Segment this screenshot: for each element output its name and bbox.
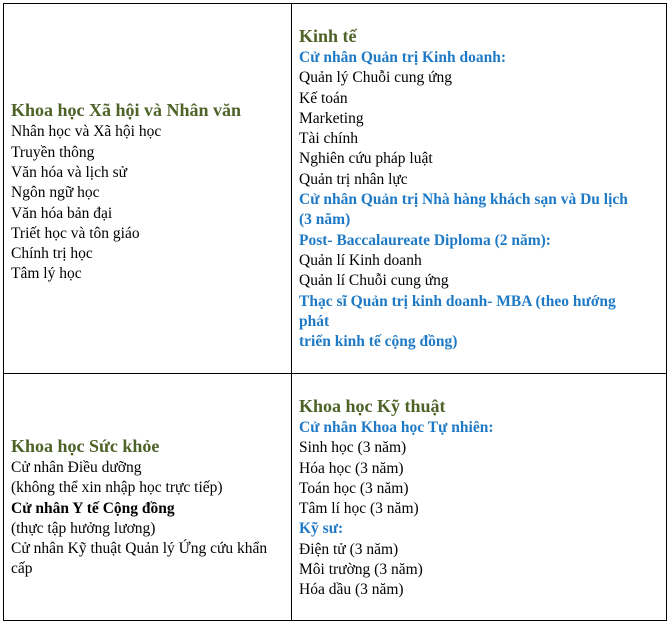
programs-table	[3, 3, 667, 621]
list-item: Tâm lý học	[11, 265, 82, 283]
list-item: Nhân học và Xã hội học	[11, 123, 162, 141]
list-item: Hóa học (3 năm)	[299, 459, 404, 477]
list-item: Nghiên cứu pháp luật	[299, 150, 433, 168]
program-subheading: Kỹ sư:	[299, 520, 344, 538]
list-item: (không thể xin nhập học trực tiếp)	[11, 479, 223, 497]
list-item: Quản lí Kinh doanh	[299, 251, 422, 269]
list-item: Cử nhân Kỹ thuật Quản lý Ứng cứu khẩn cấp	[11, 540, 268, 578]
program-subheading: Cử nhân Quản trị Kinh doanh:	[299, 49, 507, 66]
program-subheading: Cử nhân Khoa học Tự nhiên:	[299, 419, 494, 436]
health-sciences-heading: Khoa học Sức khỏe	[11, 436, 160, 456]
list-item: Hóa dầu (3 năm)	[299, 581, 404, 599]
list-item: Điện tử (3 năm)	[299, 540, 399, 558]
engineering-cell	[292, 374, 666, 620]
list-item: Quản lý Chuỗi cung ứng	[299, 69, 453, 87]
list-item: Quản lí Chuỗi cung ứng	[299, 272, 449, 290]
list-item: Văn hóa bản đại	[11, 204, 113, 222]
social-sciences-cell	[4, 4, 292, 374]
list-item: Chính trị học	[11, 245, 93, 263]
list-item: Marketing	[299, 109, 364, 127]
program-subheading: triển kinh tế cộng đồng)	[299, 333, 458, 351]
list-item: Sinh học (3 năm)	[299, 439, 407, 457]
list-item: Truyền thông	[11, 143, 95, 161]
list-item: Môi trường (3 năm)	[299, 561, 423, 579]
list-item: Tâm lí học (3 năm)	[299, 500, 419, 518]
program-subheading: Cử nhân Quản trị Nhà hàng khách sạn và Du lịch (3 năm)	[299, 191, 628, 229]
economics-cell	[292, 4, 666, 374]
list-item: Văn hóa và lịch sử	[11, 163, 128, 181]
engineering-heading: Khoa học Kỹ thuật	[299, 396, 446, 416]
list-item: Triết học và tôn giáo	[11, 224, 140, 242]
list-item: Cử nhân Điều dưỡng	[11, 459, 142, 476]
program-subheading: Post- Baccalaureate Diploma (2 năm):	[299, 231, 551, 249]
program-subheading: Thạc sĩ Quản trị kinh doanh- MBA (theo hướng phát	[299, 292, 616, 330]
list-item: Toán học (3 năm)	[299, 479, 409, 497]
list-item: Quản trị nhân lực	[299, 170, 408, 188]
list-item: Kế toán	[299, 89, 348, 107]
list-item: Tài chính	[299, 130, 358, 148]
health-sciences-cell	[4, 374, 292, 620]
social-sciences-heading: Khoa học Xã hội và Nhân văn	[11, 100, 242, 121]
list-item: Cử nhân Y tế Cộng đồng	[11, 499, 175, 517]
economics-heading: Kinh tế	[299, 26, 357, 46]
list-item: (thực tập hưởng lương)	[11, 519, 156, 537]
list-item: Ngôn ngữ học	[11, 184, 100, 202]
